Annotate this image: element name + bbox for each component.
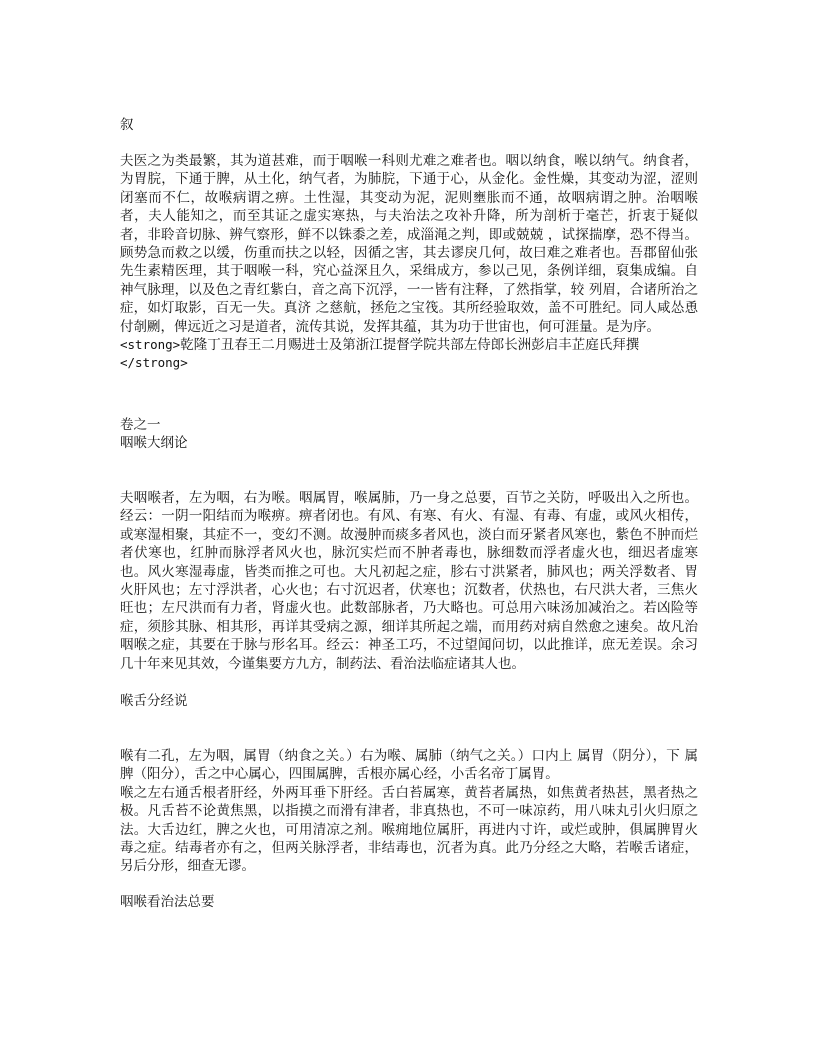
tongue-paragraph-1: 喉有二孔，左为咽，属胃（纳食之关。）右为喉、属肺（纳气之关。）口内上 属胃（阴分），下 属脾（阳分），舌之中心属心，四围属脾，舌根亦属心经，小舌名帝丁属胃。 [120,748,698,783]
tongue-paragraph-2: 喉之左右通舌根者肝经，外两耳垂下肝经。舌白苔属寒，黄苔者属热，如焦黄者热甚，黑者热之极。凡舌苔不论黄焦黑，以指摸之而滑有津者，非真热也，不可一味凉药，用八味丸引火归原之法。大舌边红，脾之火也，可用清凉之剂。喉痈地位属肝，再进内寸许，或烂或肿，俱属脾胃火毒之症。结毒者亦有之，但两关脉浮者，非结毒也，沉者为真。此乃分经之大略，若喉舌诸症，另后分形，细查无谬。 [120,784,698,875]
chapter-body: 夫咽喉者，左为咽，右为喉。咽属胃，喉属肺，乃一身之总要，百节之关防，呼吸出入之所也。经云：一阴一阳结而为喉痹。痹者闭也。有风、有寒、有火、有湿、有毒、有虚，或风火相传，或寒湿相聚，其症不一，变幻不测。故漫肿而痰多者风也，淡白而牙紧者风寒也，紫色不肿而烂者伏寒也，红肿而脉浮者风火也，脉沉实烂而不肿者毒也，脉细数而浮者虚火也，细迟者虚寒也。风火寒湿毒虚，皆类而推之可也。大凡初起之症，胗右寸洪紧者，肺风也；两关浮数者、胃火肝风也；左寸浮洪者，心火也；右寸沉迟者，伏寒也；沉数者，伏热也，右尺洪大者，三焦火旺也；左尺洪而有力者，肾虚火也。此数部脉者，乃大略也。可总用六味汤加减治之。若凶险等症，须胗其脉、相其形，再详其受病之源，细详其所起之端，而用药对病自然愈之速矣。故凡治咽喉之症，其要在于脉与形名耳。经云：神圣工巧，不过望闻问切，以此推详，庶无差误。余习几十年来见其效，今谨集要方九方，制药法、看治法临症诸其人也。 [120,490,698,672]
strong-close-tag: </strong> [120,355,188,371]
tongue-body [120,747,698,876]
section-title-tongue: 喉舌分经说 [120,693,188,709]
preface-text: 夫医之为类最繁，其为道甚难，而于咽喉一科则尤难之难者也。咽以纳食，喉以纳气。纳食者，为胃脘，下通于脾，从土化，纳气者，为肺脘，下通于心，从金化。金性燥，其变动为涩，涩则闭塞而不仁，故喉病谓之痹。土性湿，其变动为泥，泥则壅胀而不通，故咽病谓之肿。治咽喉者，夫人能知之，而至其证之虚实寒热，与夫治法之攻补升降，所为剖析于毫芒，折衷于疑似者，非聆音切脉、辨气察形，鲜不以铢黍之差，成淄渑之判，即或兢兢 ，试探揣摩，恐不得当。顾势急而救之以缓，伤重而扶之以轻，因循之害，其去谬戾几何，故曰难之难者也。吾郡留仙张先生素精医理，其于咽喉一科，究心益深且久，采缉成方，参以己见，条例详细，裒集成编。自神气脉理，以及色之青红紫白，音之高下沉浮，一一皆有注释，了然指掌，较 列眉，合诸所治之症，如灯取影，百无一失。真济 之慈航，拯危之宝筏。其所经验取效，盖不可胜纪。同人咸怂恿付剞劂，俾远近之习是道者，流传其说，发挥其蕴，其为功于世宙也，何可涯量。是为序。 [120,153,698,335]
preface-body [120,152,698,373]
preface-title: 叙 [120,117,134,133]
strong-open-tag: <strong> [120,337,181,353]
chapter-title: 咽喉大纲论 [120,435,188,451]
preface-signature: 乾隆丁丑春王二月赐进士及第浙江提督学院共部左侍郎长洲彭启丰芷庭氏拜撰 [180,337,640,354]
section-title-treatment: 咽喉看治法总要 [120,894,215,910]
volume-title: 卷之一 [120,417,161,433]
